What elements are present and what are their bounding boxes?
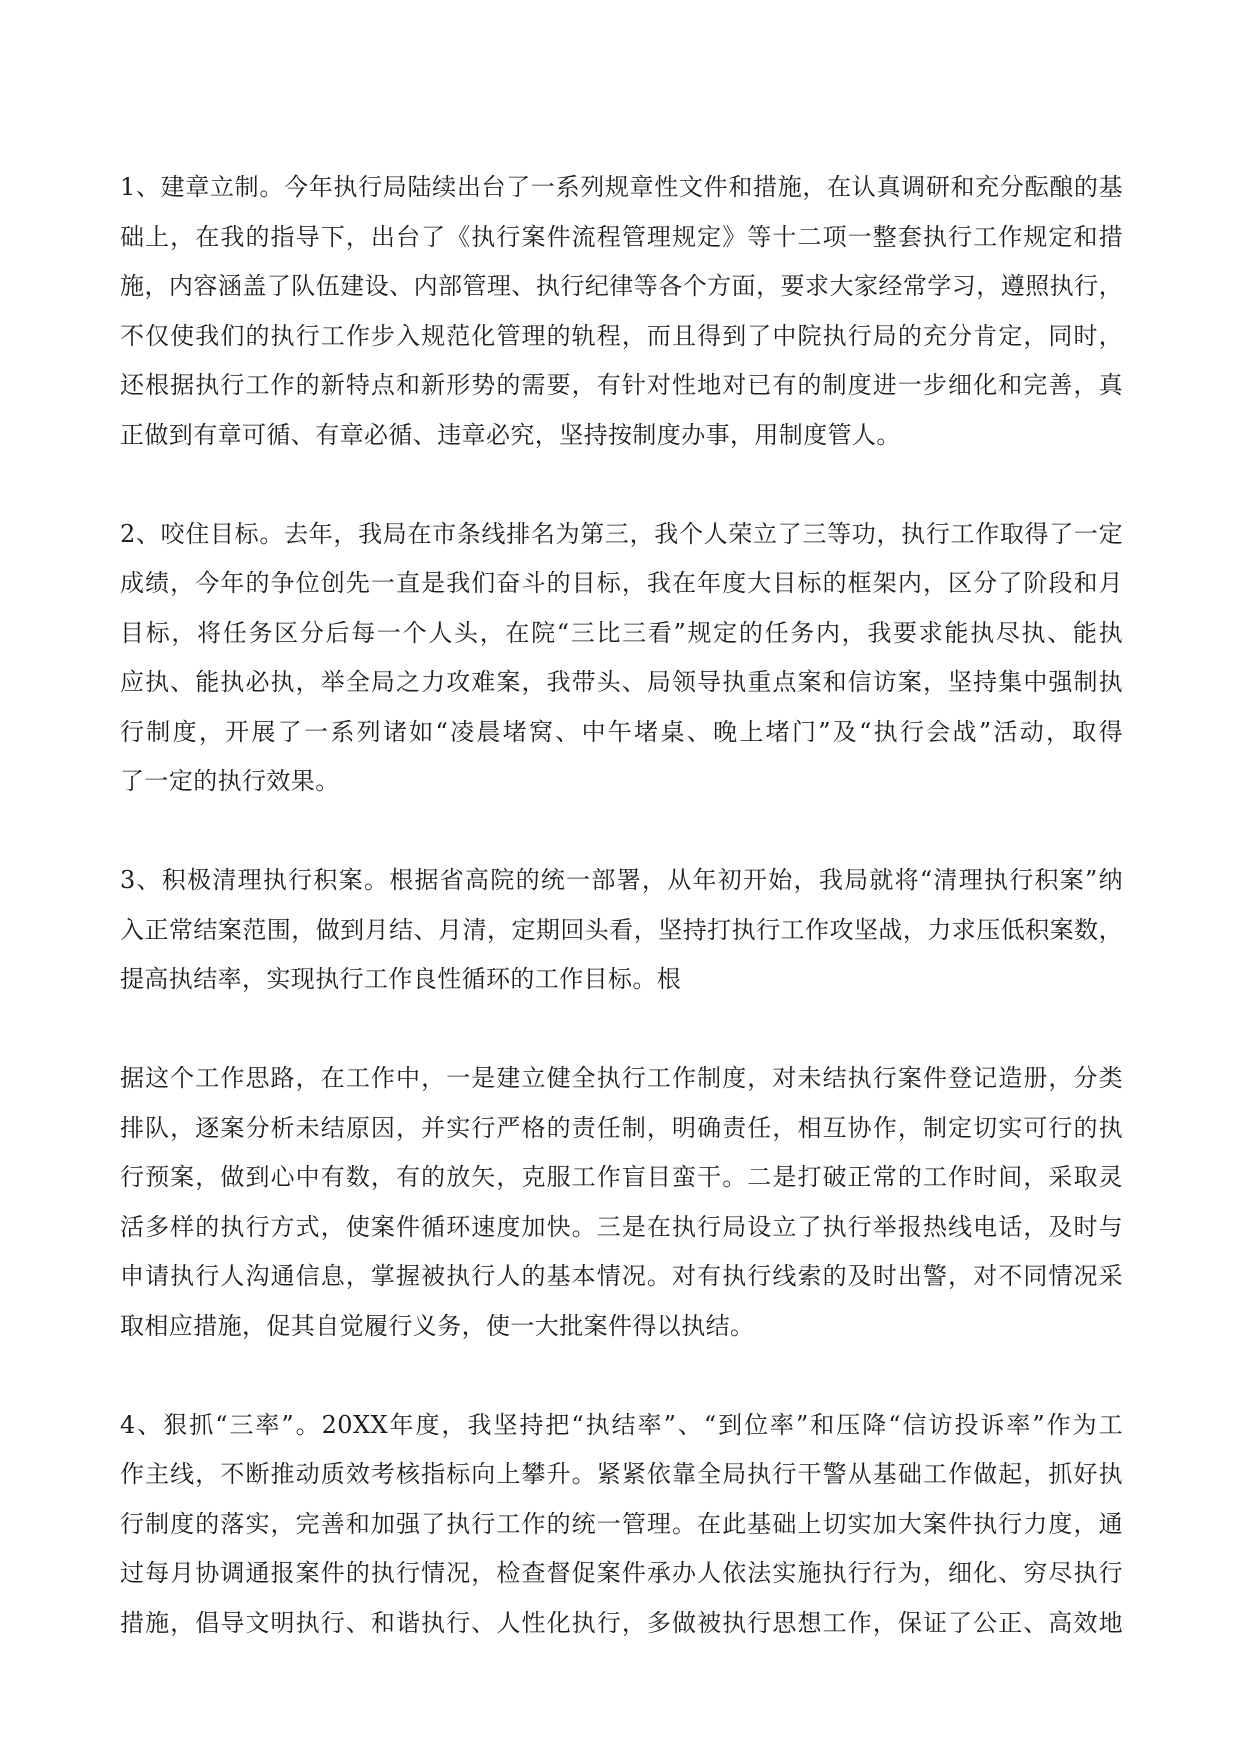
text-line: 行制度的落实，完善和加强了执行工作的统一管理。在此基础上切实加大案件执行力度，通 <box>120 1509 1123 1538</box>
text-line: 作主线，不断推动质效考核指标向上攀升。紧紧依靠全局执行干警从基础工作做起，抓好执 <box>120 1460 1123 1488</box>
paragraph-2 <box>120 510 1123 807</box>
text-line: 3、积极清理执行积案。根据省高院的统一部署，从年初开始，我局就将“清理执行积案”纳 <box>120 866 1123 894</box>
text-line: 措施，倡导文明执行、和谐执行、人性化执行，多做被执行思想工作，保证了公正、高效地 <box>120 1608 1123 1637</box>
text-line: 正做到有章可循、有章必循、违章必究，坚持按制度办事，用制度管人。 <box>120 420 901 449</box>
text-line: 活多样的执行方式，使案件循环速度加快。三是在执行局设立了执行举报热线电话，及时与 <box>120 1212 1123 1241</box>
document-body <box>120 163 1123 1698</box>
text-line: 行制度，开展了一系列诸如“凌晨堵窝、中午堵桌、晚上堵门”及“执行会战”活动，取得 <box>120 717 1123 746</box>
text-line: 2、咬住目标。去年，我局在市条线排名为第三，我个人荣立了三等功，执行工作取得了一定 <box>120 519 1123 548</box>
text-line: 过每月协调通报案件的执行情况，检查督促案件承办人依法实施执行行为，细化、穷尽执行 <box>120 1559 1123 1587</box>
text-line: 目标，将任务区分后每一个人头，在院“三比三看”规定的任务内，我要求能执尽执、能执 <box>120 618 1123 647</box>
text-line: 应执、能执必执，举全局之力攻难案，我带头、局领导执重点案和信访案，坚持集中强制执 <box>120 668 1123 696</box>
text-line: 取相应措施，促其自觉履行义务，使一大批案件得以执结。 <box>120 1311 755 1340</box>
paragraph-1 <box>120 163 1123 460</box>
text-line: 行预案，做到心中有数，有的放矢，克服工作盲目蛮干。二是打破正常的工作时间，采取灵 <box>120 1163 1123 1191</box>
text-line: 施，内容涵盖了队伍建设、内部管理、执行纪律等各个方面，要求大家经常学习，遵照执行， <box>120 272 1123 300</box>
paragraph-4 <box>120 1054 1123 1351</box>
text-line: 础上，在我的指导下，出台了《执行案件流程管理规定》等十二项一整套执行工作规定和措 <box>120 222 1123 251</box>
text-line: 4、狠抓“三率”。20XX年度，我坚持把“执结率”、“到位率”和压降“信访投诉率”作为工 <box>120 1410 1123 1439</box>
text-line: 不仅使我们的执行工作步入规范化管理的轨程，而且得到了中院执行局的充分肯定，同时， <box>120 321 1123 350</box>
paragraph-5 <box>120 1401 1123 1649</box>
text-line: 申请执行人沟通信息，掌握被执行人的基本情况。对有执行线索的及时出警，对不同情况采 <box>120 1262 1123 1290</box>
paragraph-3 <box>120 856 1123 1005</box>
text-line: 提高执结率，实现执行工作良性循环的工作目标。根 <box>120 965 682 993</box>
text-line: 成绩，今年的争位创先一直是我们奋斗的目标，我在年度大目标的框架内，区分了阶段和月 <box>120 569 1123 597</box>
text-line: 排队，逐案分析未结原因，并实行严格的责任制，明确责任，相互协作，制定切实可行的执 <box>120 1113 1123 1142</box>
text-line: 1、建章立制。今年执行局陆续出台了一系列规章性文件和措施，在认真调研和充分酝酿的基 <box>120 173 1123 201</box>
text-line: 还根据执行工作的新特点和新形势的需要，有针对性地对已有的制度进一步细化和完善，真 <box>120 371 1123 399</box>
text-line: 据这个工作思路，在工作中，一是建立健全执行工作制度，对未结执行案件登记造册，分类 <box>120 1064 1123 1092</box>
text-line: 入正常结案范围，做到月结、月清，定期回头看，坚持打执行工作攻坚战，力求压低积案数， <box>120 915 1123 944</box>
text-line: 了一定的执行效果。 <box>120 767 340 795</box>
